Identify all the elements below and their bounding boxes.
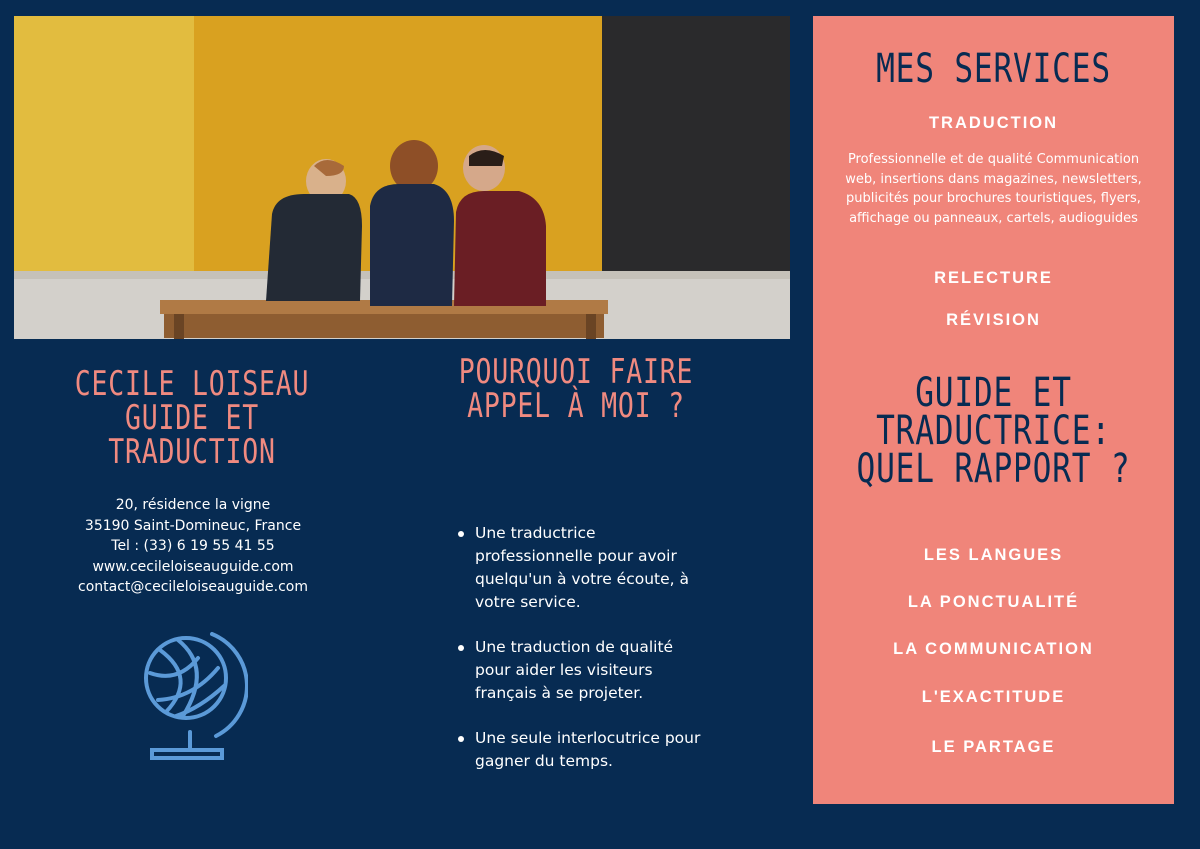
service-proofreading-label: RELECTURE [934, 269, 1053, 287]
globe-icon [138, 628, 248, 768]
contact-block [52, 495, 334, 598]
service-revision-label: RÉVISION [946, 311, 1041, 329]
relation-heading: GUIDE ET TRADUCTRICE: QUEL RAPPORT ? [856, 370, 1131, 492]
relation-item: L'EXACTITUDE [921, 688, 1066, 706]
list-item: Une seule interlocutrice pour gagner du temps. [455, 727, 710, 773]
benefits-list [455, 522, 710, 795]
service-translation-label: TRADUCTION [928, 114, 1059, 132]
relation-item: LES LANGUES [923, 546, 1064, 564]
relation-item: LA PONCTUALITÉ [907, 593, 1080, 611]
gallery-photo-illustration [14, 16, 790, 339]
phone-number: Tel : (33) 6 19 55 41 55 [111, 538, 275, 554]
service-translation-description: Professionnelle et de qualité Communication web, insertions dans magazines, newsletters, publicités pour brochures touristiques, flyers, affichage ou panneaux, cartels, audioguides [845, 152, 1142, 226]
email-link[interactable]: contact@cecileloiseauguide.com [78, 579, 308, 595]
brand-title: CECILE LOISEAU GUIDE ET TRADUCTION [74, 364, 310, 472]
why-title: POURQUOI FAIRE APPEL À MOI ? [458, 352, 694, 426]
services-panel [813, 16, 1174, 804]
address-line-1: 20, résidence la vigne [115, 497, 271, 513]
services-heading: MES SERVICES [876, 46, 1111, 92]
relation-item: LA COMMUNICATION [893, 640, 1094, 658]
list-item: Une traductrice professionnelle pour avoir quelqu'un à votre écoute, à votre service. [455, 522, 710, 614]
address-line-2: 35190 Saint-Domineuc, France [84, 517, 302, 534]
relation-item: LE PARTAGE [931, 738, 1056, 756]
list-item: Une traduction de qualité pour aider les visiteurs français à se projeter. [455, 636, 710, 705]
website-link[interactable]: www.cecileloiseauguide.com [92, 558, 294, 575]
hero-photo [14, 16, 790, 339]
